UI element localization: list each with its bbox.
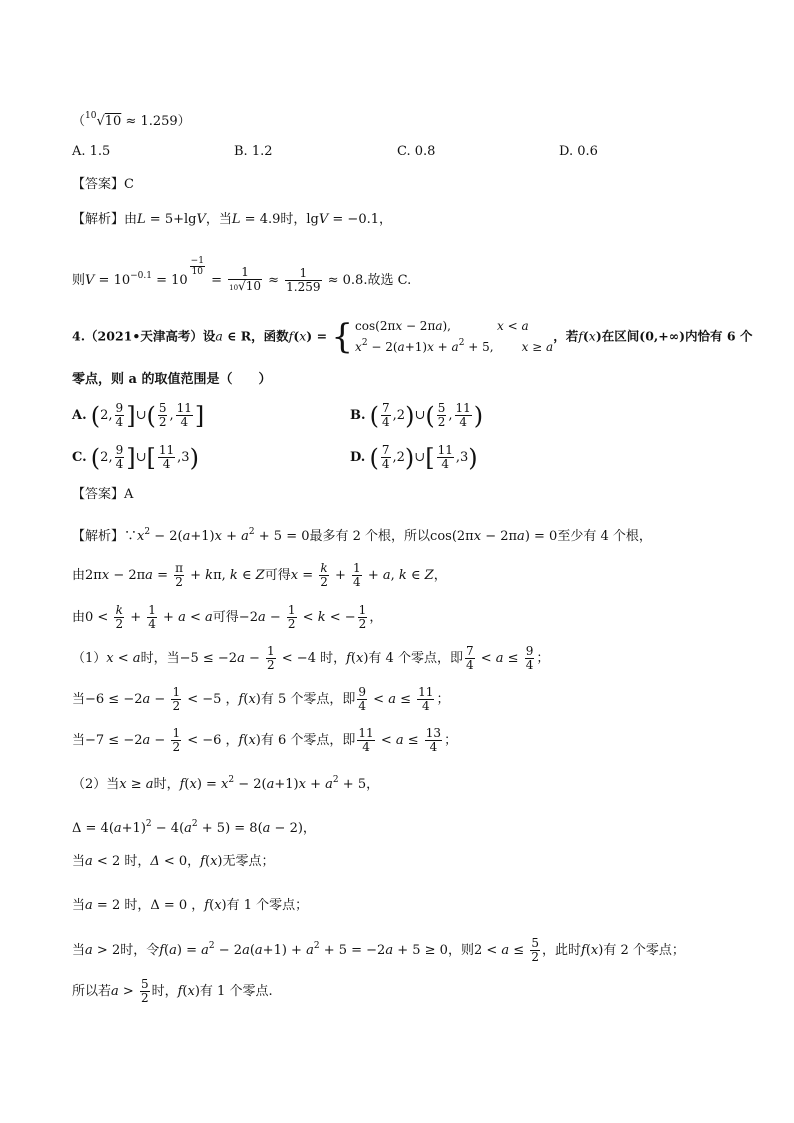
- q3-option-a[interactable]: A. 1.5: [72, 144, 111, 159]
- q4-case-1-b: 当−6 ≤ −2a − $\frac{1}{2}$ < −5 ，f(x)有 5 个零点，即 $\frac{9}{4}$ < a ≤ $\frac{11}{4}$ ；: [72, 685, 450, 713]
- q3-option-b[interactable]: B. 1.2: [234, 144, 273, 159]
- answer-value: C: [124, 177, 134, 192]
- q4-option-d[interactable]: D. ( $\frac{7}{4}$ ,2)∪[ $\frac{11}{4}$ ,3): [350, 443, 478, 472]
- q4-sub-4: 所以若a > $\frac{5}{2}$ 时，f(x)有 1 个零点.: [72, 977, 273, 1005]
- q4-sub-1: 当a < 2 时，Δ < 0，f(x)无零点；: [72, 854, 275, 869]
- answer-label: 【答案】: [72, 177, 125, 192]
- q4-analysis-line-2: 由2πx − 2πa = $\frac{\pi}{2}$ + kπ, k ∈ Z可得x = $\frac{k}{2}$ + $\frac{1}{4}$ + a, k ∈ Z，: [72, 561, 447, 589]
- q3-option-d[interactable]: D. 0.6: [559, 144, 598, 159]
- q3-analysis-line-2: 则$V = 10^{-0.1} = 10$ $\frac{-1}{10}$ = $\frac{1}{10√10}$ ≈ $\frac{1}{1.259}$ ≈ 0.8.故选 C.: [72, 256, 412, 294]
- q4-discriminant: $\Delta = 4(a+1)^2 - 4(a^2 + 5) = 8(a - 2)$，: [72, 819, 316, 836]
- q4-analysis-line-1: 【解析】$\because x^2 - 2(a+1)x + a^2 + 5 = 0$最多有 2 个根，所以cos(2πx − 2πa) = 0至少有 4 个根，: [72, 527, 652, 544]
- q3-analysis-line-1: 【解析】由L = 5+lgV，当L = 4.9时，lgV = −0.1，: [72, 212, 392, 227]
- q3-answer: [72, 175, 134, 195]
- q4-option-a[interactable]: A. (2, $\frac{9}{4}$ ]∪( $\frac{5}{2}$ , $\frac{11}{4}$ ]: [72, 401, 205, 430]
- q4-header: 4.（2021•天津高考）设a ∈ R，函数f(x) = { cos(2πx − 2πa), x < a $x^2 - 2(a+1)x + a^2 + 5$, x ≥ a ，若f(x)在区间(0,+∞)内恰有 6 个: [72, 317, 753, 357]
- q4-answer: 【答案】A: [72, 487, 134, 502]
- q4-case-1-c: 当−7 ≤ −2a − $\frac{1}{2}$ < −6 ，f(x)有 6 个零点，即 $\frac{11}{4}$ < a ≤ $\frac{13}{4}$ ；: [72, 726, 458, 754]
- q4-analysis-line-3: 由0 < $\frac{k}{2}$ + $\frac{1}{4}$ + a < a可得−2a − $\frac{1}{2}$ < k < − $\frac{1}{2}$ ，: [72, 603, 383, 631]
- hint-line: （$^{10}$√10 ≈ 1.259）: [72, 111, 191, 129]
- q4-sub-2: 当a = 2 时，Δ = 0 ，f(x)有 1 个零点；: [72, 898, 309, 913]
- q3-option-c[interactable]: C. 0.8: [397, 144, 436, 159]
- q4-sub-3: 当a > 2时，令$f(a) = a^2 - 2a(a+1) + a^2 + 5 = -2a + 5 \ge 0$，则2 < a ≤ $\frac{5}{2}$ ，此时f(x)有 2 个零点；: [72, 936, 685, 964]
- q4-option-b[interactable]: B. ( $\frac{7}{4}$ ,2)∪( $\frac{5}{2}$ , $\frac{11}{4}$ ): [350, 401, 484, 430]
- q4-header-cont: 零点，则 a 的取值范围是（ ）: [72, 372, 272, 387]
- q4-case-1: （1）x < a时，当−5 ≤ −2a − $\frac{1}{2}$ < −4 时，f(x)有 4 个零点，即 $\frac{7}{4}$ < a ≤ $\frac{9}{4}$ ；: [72, 644, 550, 672]
- q4-case-2: （2）当x ≥ a时，$f(x) = x^2 - 2(a+1)x + a^2 + 5$，: [72, 775, 380, 792]
- q4-option-c[interactable]: C. (2, $\frac{9}{4}$ ]∪[ $\frac{11}{4}$ ,3): [72, 443, 199, 472]
